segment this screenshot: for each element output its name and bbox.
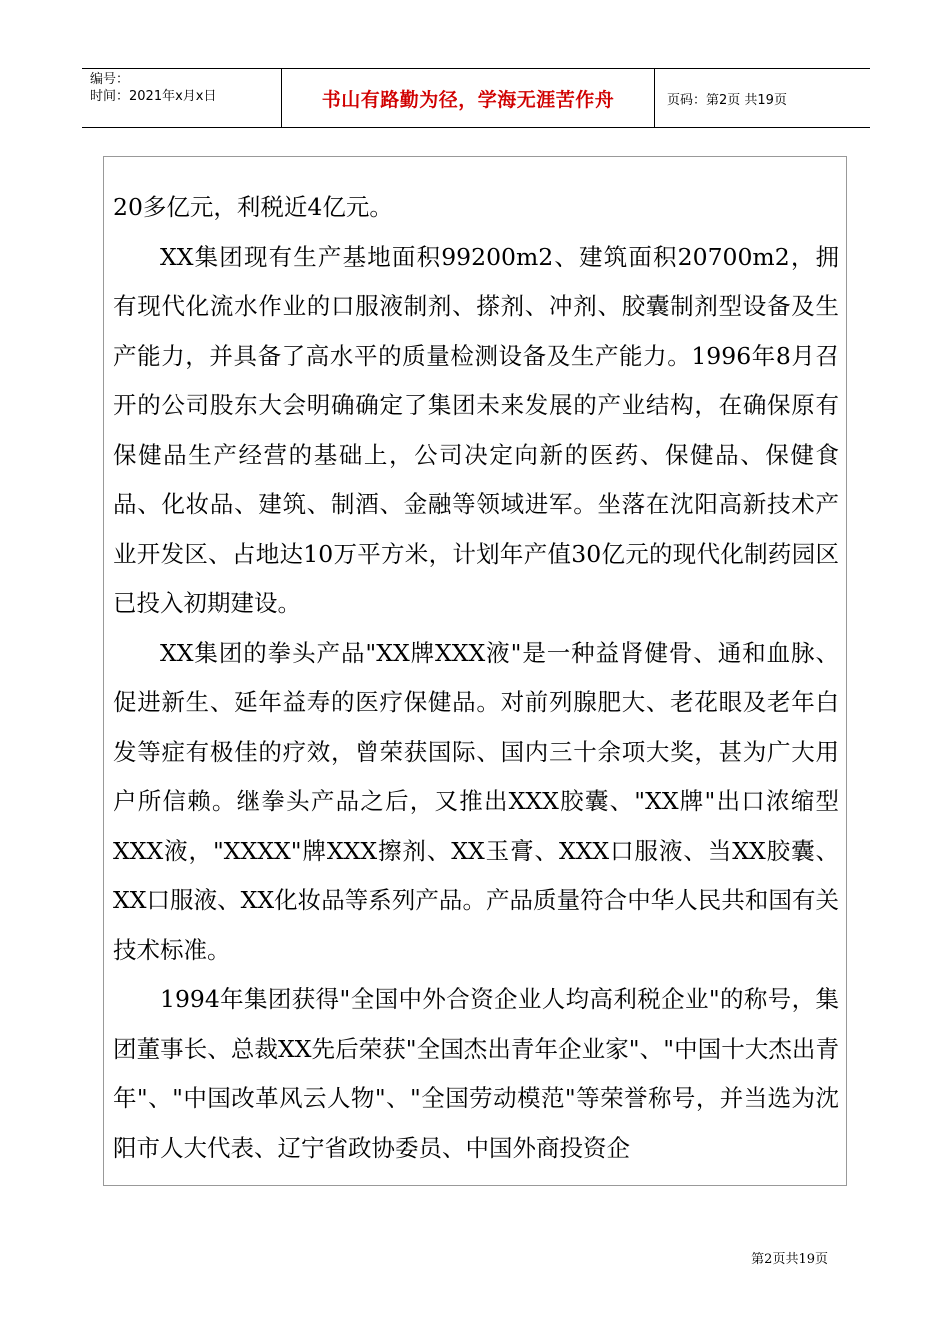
document-number-label: 编号： <box>90 72 130 87</box>
paragraph-continuation: 20多亿元，利税近4亿元。 <box>113 193 393 221</box>
page-footer: 第2页共19页 <box>751 1252 828 1267</box>
header-meta <box>82 69 282 127</box>
header-page-code: 页码：第2页 共19页 <box>667 92 787 108</box>
paragraph: XX集团现有生产基地面积99200m2、建筑面积20700m2，拥有现代化流水作业的口服液制剂、搽剂、冲剂、胶囊制剂型设备及生产能力，并具备了高水平的质量检测设备及生产能力。1996年8月召开的公司股东大会明确确定了集团未来发展的产业结构，在确保原有保健品生产经营的基础上，公司决定向新的医药、保健品、保健食品、化妆品、建筑、制酒、金融等领域进军。坐落在沈阳高新技术产业开发区、占地达10万平方米，计划年产值30亿元的现代化制药园区已投入初期建设。 <box>113 242 839 617</box>
content-frame <box>103 156 847 1186</box>
document-body <box>113 183 839 1173</box>
paragraph: 1994年集团获得"全国中外合资企业人均高利税企业"的称号，集团董事长、总裁XX先后荣获"全国杰出青年企业家"、"中国十大杰出青年"、"中国改革风云人物"、"全国劳动模范"等荣誉称号，并当选为沈阳市人大代表、辽宁省政协委员、中国外商投资企 <box>113 985 839 1162</box>
page-header <box>82 68 870 128</box>
paragraph: XX集团的拳头产品"XX牌XXX液"是一种益肾健骨、通和血脉、促进新生、延年益寿的医疗保健品。对前列腺肥大、老花眼及老年白发等症有极佳的疗效，曾荣获国际、国内三十余项大奖，甚为广大用户所信赖。继拳头产品之后，又推出XXX胶囊、"XX牌"出口浓缩型XXX液，"XXXX"牌XXX擦剂、XX玉膏、XXX口服液、当XX胶囊、XX口服液、XX化妆品等系列产品。产品质量符合中华人民共和国有关技术标准。 <box>113 638 839 964</box>
document-time: 时间：2021年x月x日 <box>90 89 217 104</box>
header-motto: 书山有路勤为径，学海无涯苦作舟 <box>282 69 655 127</box>
